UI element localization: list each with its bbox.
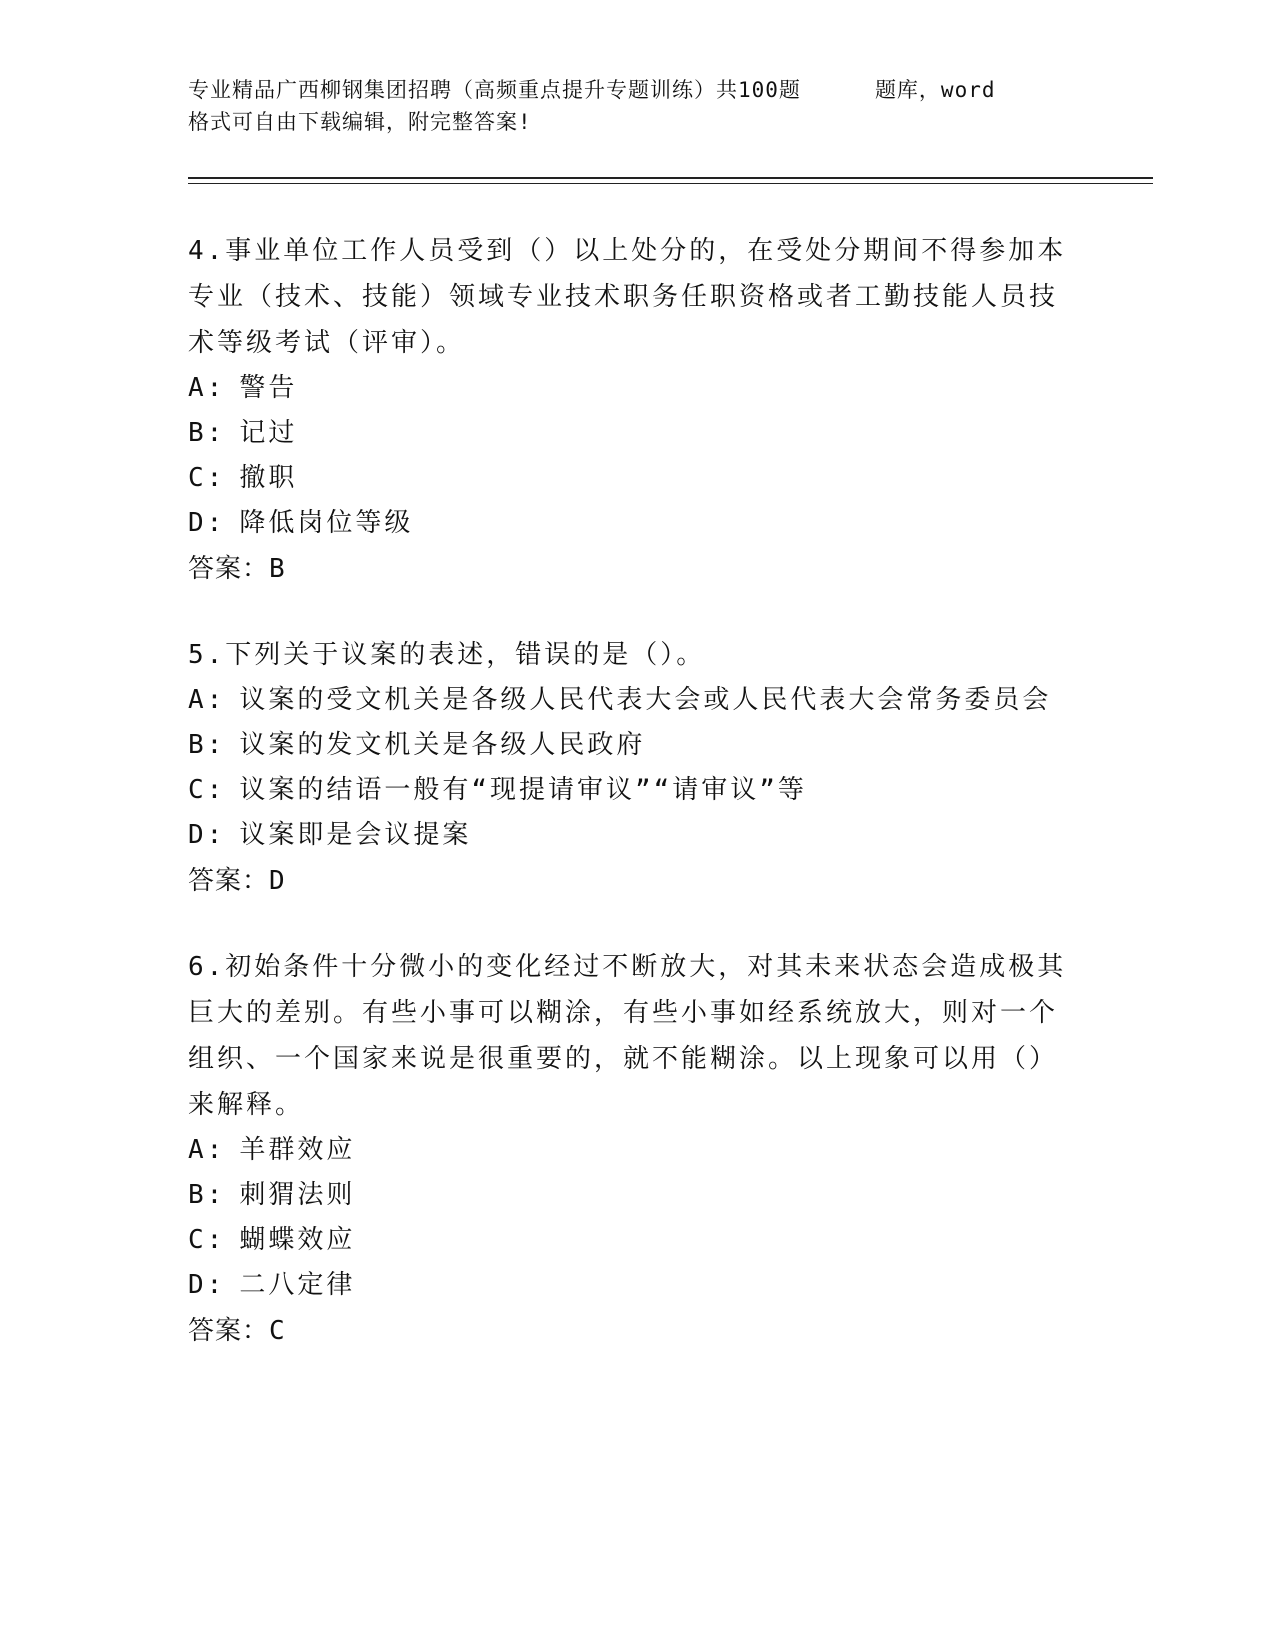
answer-value: B <box>269 554 286 584</box>
option-a: A: 议案的受文机关是各级人民代表大会或人民代表大会常务委员会 <box>188 685 1052 715</box>
option-d: D: 议案即是会议提案 <box>188 820 472 850</box>
option-d: D: 降低岗位等级 <box>188 508 414 538</box>
question-6 <box>188 944 1068 1354</box>
option-d: D: 二八定律 <box>188 1270 356 1300</box>
answer-value: D <box>269 866 286 896</box>
option-a: A: 羊群效应 <box>188 1135 356 1165</box>
answer-line <box>188 1308 1068 1354</box>
question-stem: 6.初始条件十分微小的变化经过不断放大，对其未来状态会造成极其巨大的差别。有些小事可以糊涂，有些小事如经系统放大，则对一个组织、一个国家来说是很重要的，就不能糊涂。以上现象可以用（）来解释。 <box>188 952 1067 1120</box>
document-header <box>188 74 1088 138</box>
header-line-1 <box>188 74 1088 106</box>
question-stem: 5.下列关于议案的表述，错误的是（）。 <box>188 640 706 670</box>
option-b: B: 刺猬法则 <box>188 1180 356 1210</box>
header-suffix: 题库，word <box>874 78 996 102</box>
header-rule-thick <box>188 177 1153 179</box>
header-line-2: 格式可自由下载编辑，附完整答案! <box>188 110 532 134</box>
answer-label: 答案： <box>188 866 270 896</box>
answer-value: C <box>269 1316 286 1346</box>
question-list <box>188 228 1068 1394</box>
header-rule-thin <box>188 183 1153 184</box>
option-c: C: 议案的结语一般有“现提请审议”“请审议”等 <box>188 775 807 805</box>
question-4 <box>188 228 1068 592</box>
option-b: B: 议案的发文机关是各级人民政府 <box>188 730 646 760</box>
option-b: B: 记过 <box>188 418 298 448</box>
question-5 <box>188 632 1068 904</box>
header-title: 专业精品广西柳钢集团招聘（高频重点提升专题训练）共100题 <box>188 78 801 102</box>
answer-label: 答案： <box>188 1316 270 1346</box>
option-c: C: 撤职 <box>188 463 298 493</box>
question-stem: 4.事业单位工作人员受到（）以上处分的，在受处分期间不得参加本专业（技术、技能）领域专业技术职务任职资格或者工勤技能人员技术等级考试（评审）。 <box>188 236 1067 358</box>
answer-label: 答案： <box>188 554 270 584</box>
answer-line <box>188 546 1068 592</box>
answer-line <box>188 858 1068 904</box>
option-a: A: 警告 <box>188 373 298 403</box>
option-c: C: 蝴蝶效应 <box>188 1225 356 1255</box>
